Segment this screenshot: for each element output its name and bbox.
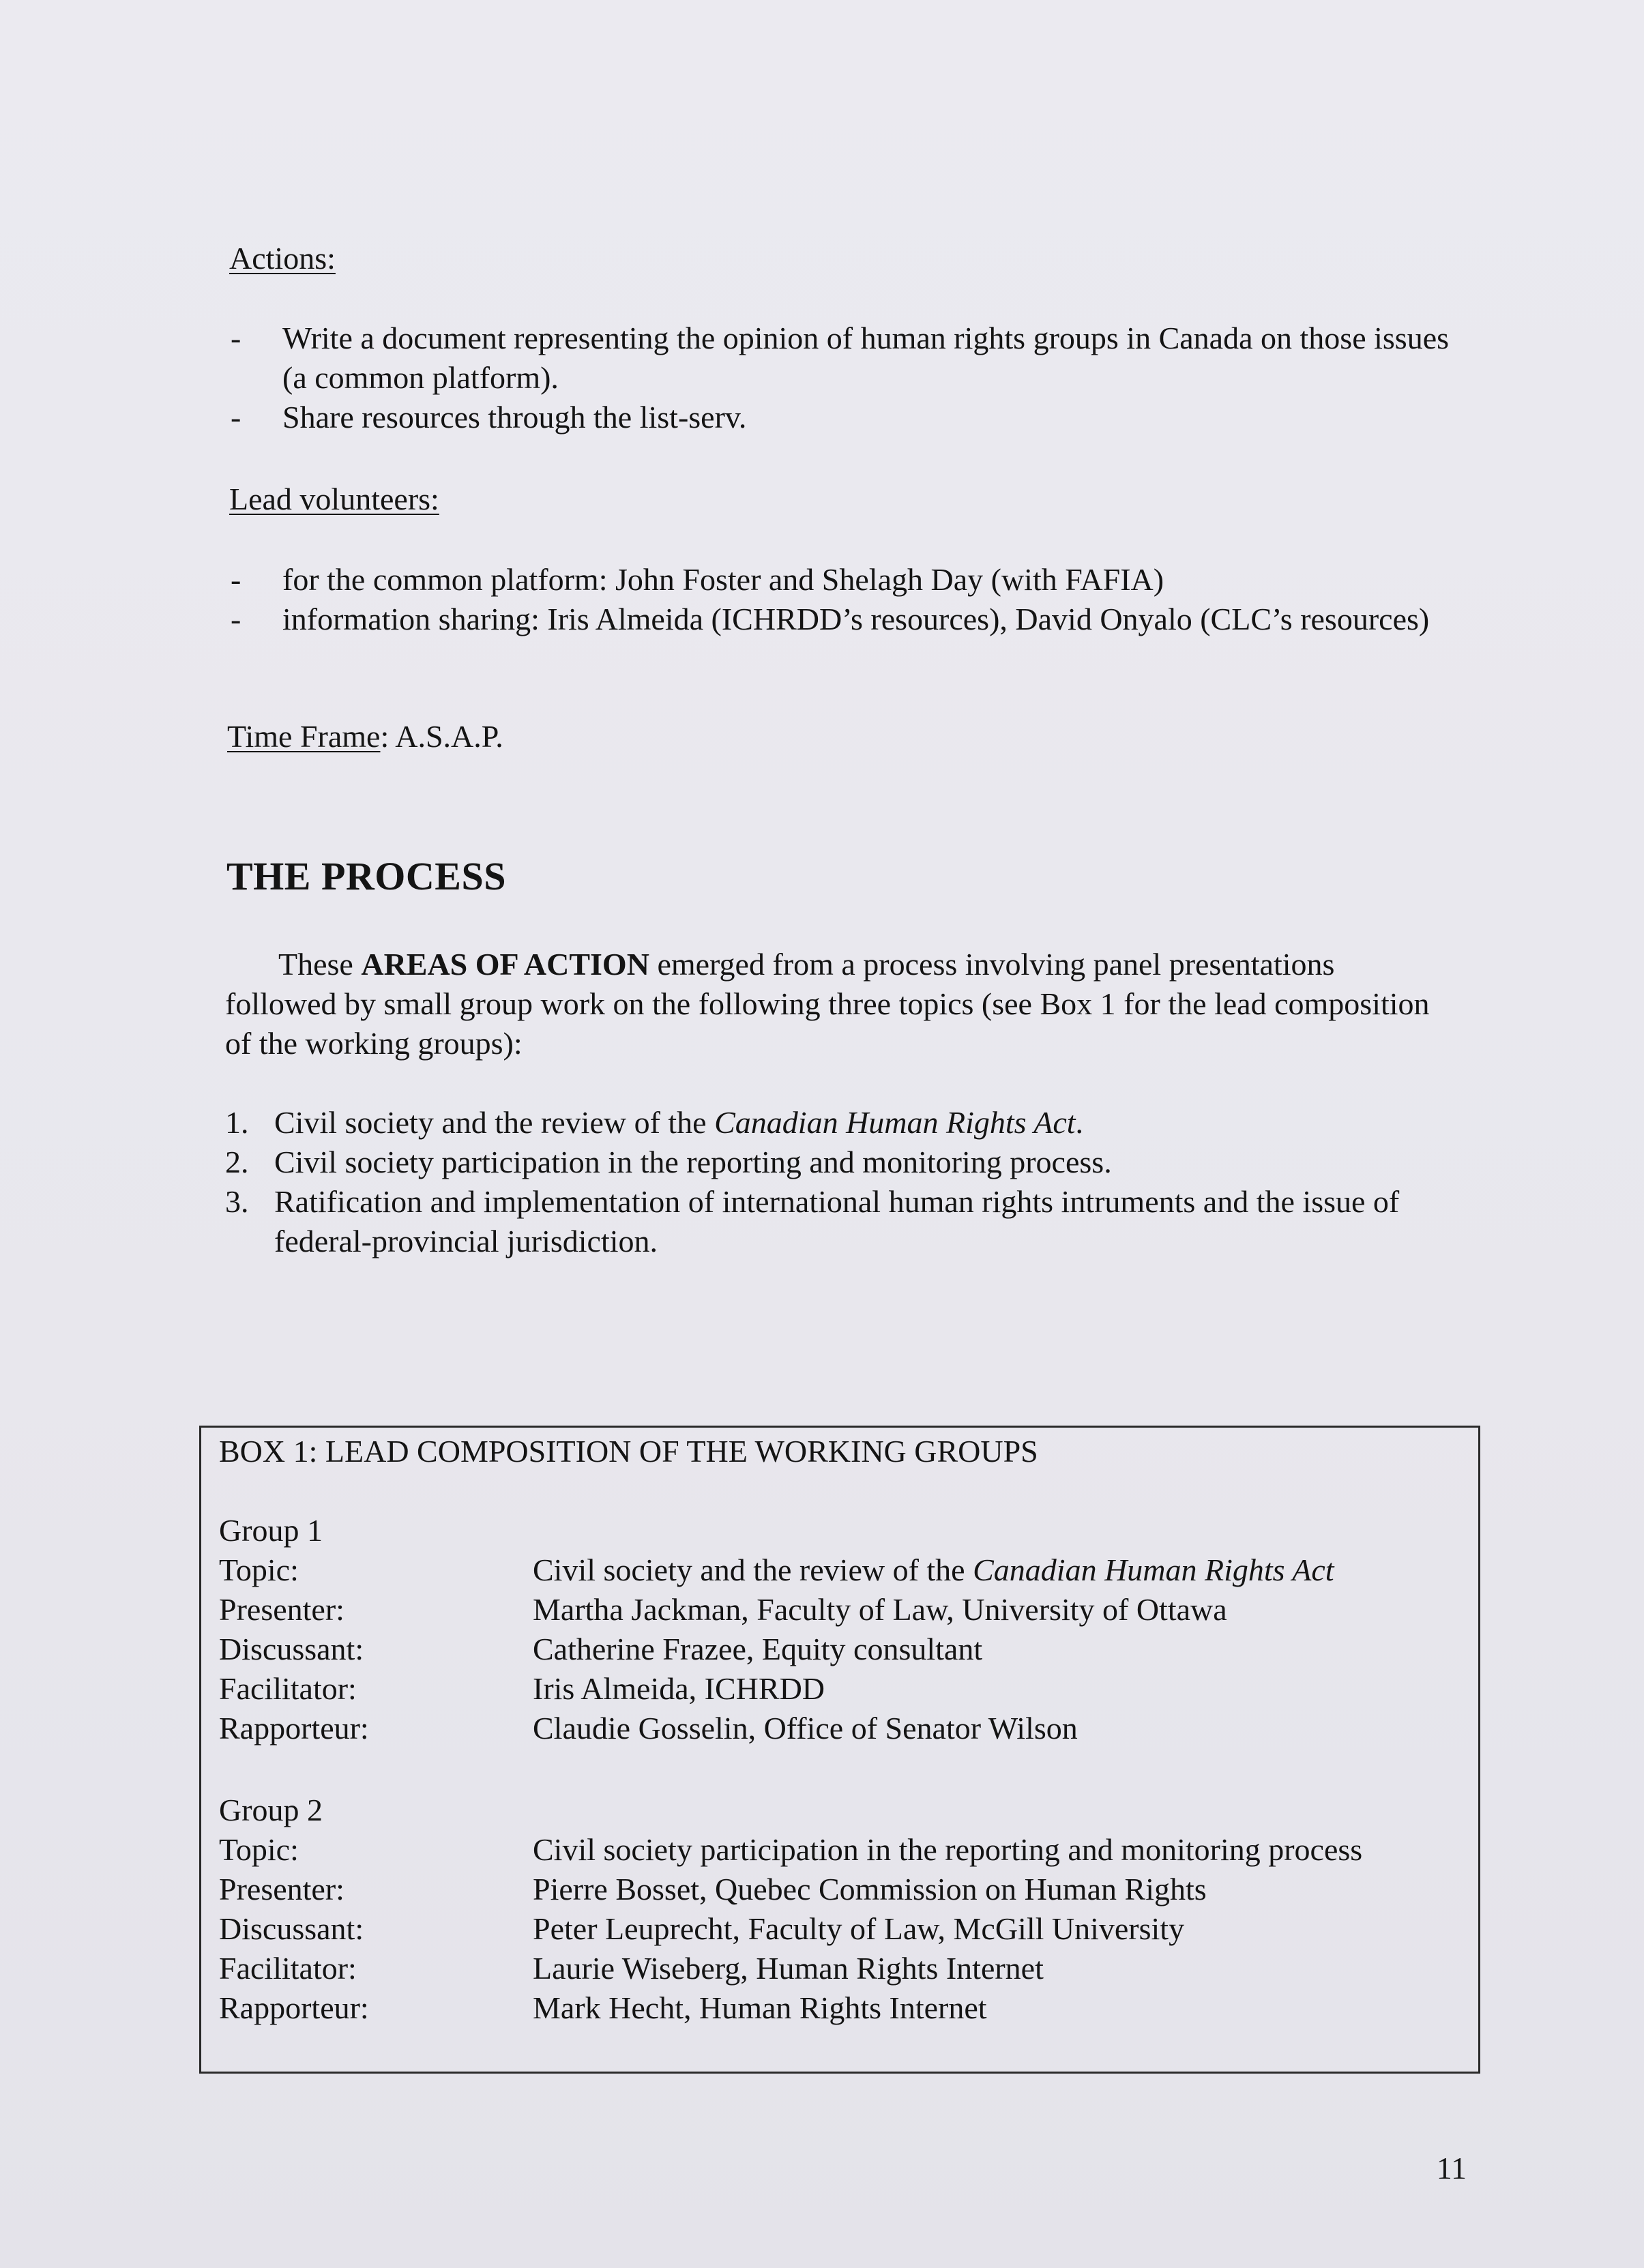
dash-bullet: -: [231, 321, 241, 355]
field-label: Discussant:: [219, 1632, 364, 1666]
action-item-text: Share resources through the list-serv.: [282, 400, 747, 435]
field-value: Peter Leuprecht, Faculty of Law, McGill University: [533, 1911, 1185, 1946]
section-title: THE PROCESS: [226, 854, 506, 898]
field-value: Laurie Wiseberg, Human Rights Internet: [533, 1951, 1044, 1986]
time-frame-value: : A.S.A.P.: [380, 719, 503, 754]
topic-text: Ratification and implementation of international human rights intruments and the issue of federal-provincial jurisdiction.: [274, 1184, 1400, 1258]
field-value: Pierre Bosset, Quebec Commission on Human Rights: [533, 1872, 1207, 1906]
group-1: [219, 1511, 1474, 1748]
group-row: [219, 1550, 1474, 1590]
box-title: BOX 1: LEAD COMPOSITION OF THE WORKING GROUPS: [219, 1434, 1038, 1469]
group-row: [219, 1590, 1474, 1630]
group-row: [219, 1949, 1474, 1988]
para-text: emerged from a process involving panel presentations followed by small group work on the following three topics (see Box 1 for the lead composition of the working groups):: [225, 947, 1430, 1061]
field-label: Presenter:: [219, 1872, 344, 1906]
time-frame-line: [227, 717, 503, 756]
field-label: Rapporteur:: [219, 1711, 369, 1746]
list-item: [225, 1182, 1473, 1261]
page-number: 11: [1436, 2151, 1467, 2185]
field-value: Civil society and the review of the Canadian Human Rights Act: [533, 1552, 1334, 1587]
list-item: [229, 319, 1471, 398]
field-label: Presenter:: [219, 1592, 344, 1627]
field-value: Iris Almeida, ICHRDD: [533, 1671, 825, 1706]
list-number: 1.: [225, 1105, 249, 1140]
time-frame-label: Time Frame: [227, 719, 381, 754]
action-item-text: Write a document representing the opinion of human rights groups in Canada on those issues (a common platform).: [282, 321, 1450, 395]
group-name: Group 1: [219, 1513, 323, 1548]
list-item: [225, 1103, 1473, 1143]
topics-list: [225, 1103, 1473, 1261]
list-number: 3.: [225, 1184, 249, 1219]
working-groups-box: [199, 1426, 1480, 2074]
list-item: [229, 398, 1471, 437]
topic-text: Civil society and the review of the Canadian Human Rights Act.: [274, 1105, 1084, 1140]
actions-heading: Actions:: [229, 241, 336, 276]
para-text: These: [278, 947, 362, 982]
field-label: Rapporteur:: [219, 1990, 369, 2025]
volunteer-item-text: for the common platform: John Foster and Shelagh Day (with FAFIA): [282, 562, 1164, 597]
group-row: [219, 1988, 1474, 2028]
lead-volunteers-list: [229, 560, 1471, 639]
dash-bullet: -: [231, 562, 241, 597]
dash-bullet: -: [231, 400, 241, 435]
field-label: Facilitator:: [219, 1671, 357, 1706]
group-row: [219, 1669, 1474, 1709]
group-2: [219, 1791, 1474, 2028]
volunteer-item-text: information sharing: Iris Almeida (ICHRDD’s resources), David Onyalo (CLC’s resources): [282, 602, 1430, 636]
field-value: Catherine Frazee, Equity consultant: [533, 1632, 983, 1666]
list-item: [229, 600, 1471, 639]
process-paragraph: [225, 945, 1453, 1063]
field-label: Facilitator:: [219, 1951, 357, 1986]
group-row: [219, 1909, 1474, 1949]
topic-text: Civil society participation in the reporting and monitoring process.: [274, 1145, 1112, 1179]
group-row: [219, 1630, 1474, 1669]
field-label: Topic:: [219, 1832, 299, 1867]
field-value: Mark Hecht, Human Rights Internet: [533, 1990, 987, 2025]
field-value: Martha Jackman, Faculty of Law, University of Ottawa: [533, 1592, 1227, 1627]
group-row: [219, 1870, 1474, 1909]
field-label: Discussant:: [219, 1911, 364, 1946]
actions-list: [229, 319, 1471, 437]
lead-volunteers-heading: Lead volunteers:: [229, 482, 439, 516]
list-item: [225, 1143, 1473, 1182]
list-item: [229, 560, 1471, 600]
para-bold-text: AREAS OF ACTION: [361, 947, 649, 982]
field-value: Claudie Gosselin, Office of Senator Wilson: [533, 1711, 1078, 1746]
group-row: [219, 1830, 1474, 1870]
list-number: 2.: [225, 1145, 249, 1179]
field-value: Civil society participation in the reporting and monitoring process: [533, 1832, 1363, 1867]
field-label: Topic:: [219, 1552, 299, 1587]
group-row: [219, 1709, 1474, 1748]
group-name: Group 2: [219, 1793, 323, 1827]
dash-bullet: -: [231, 602, 241, 636]
